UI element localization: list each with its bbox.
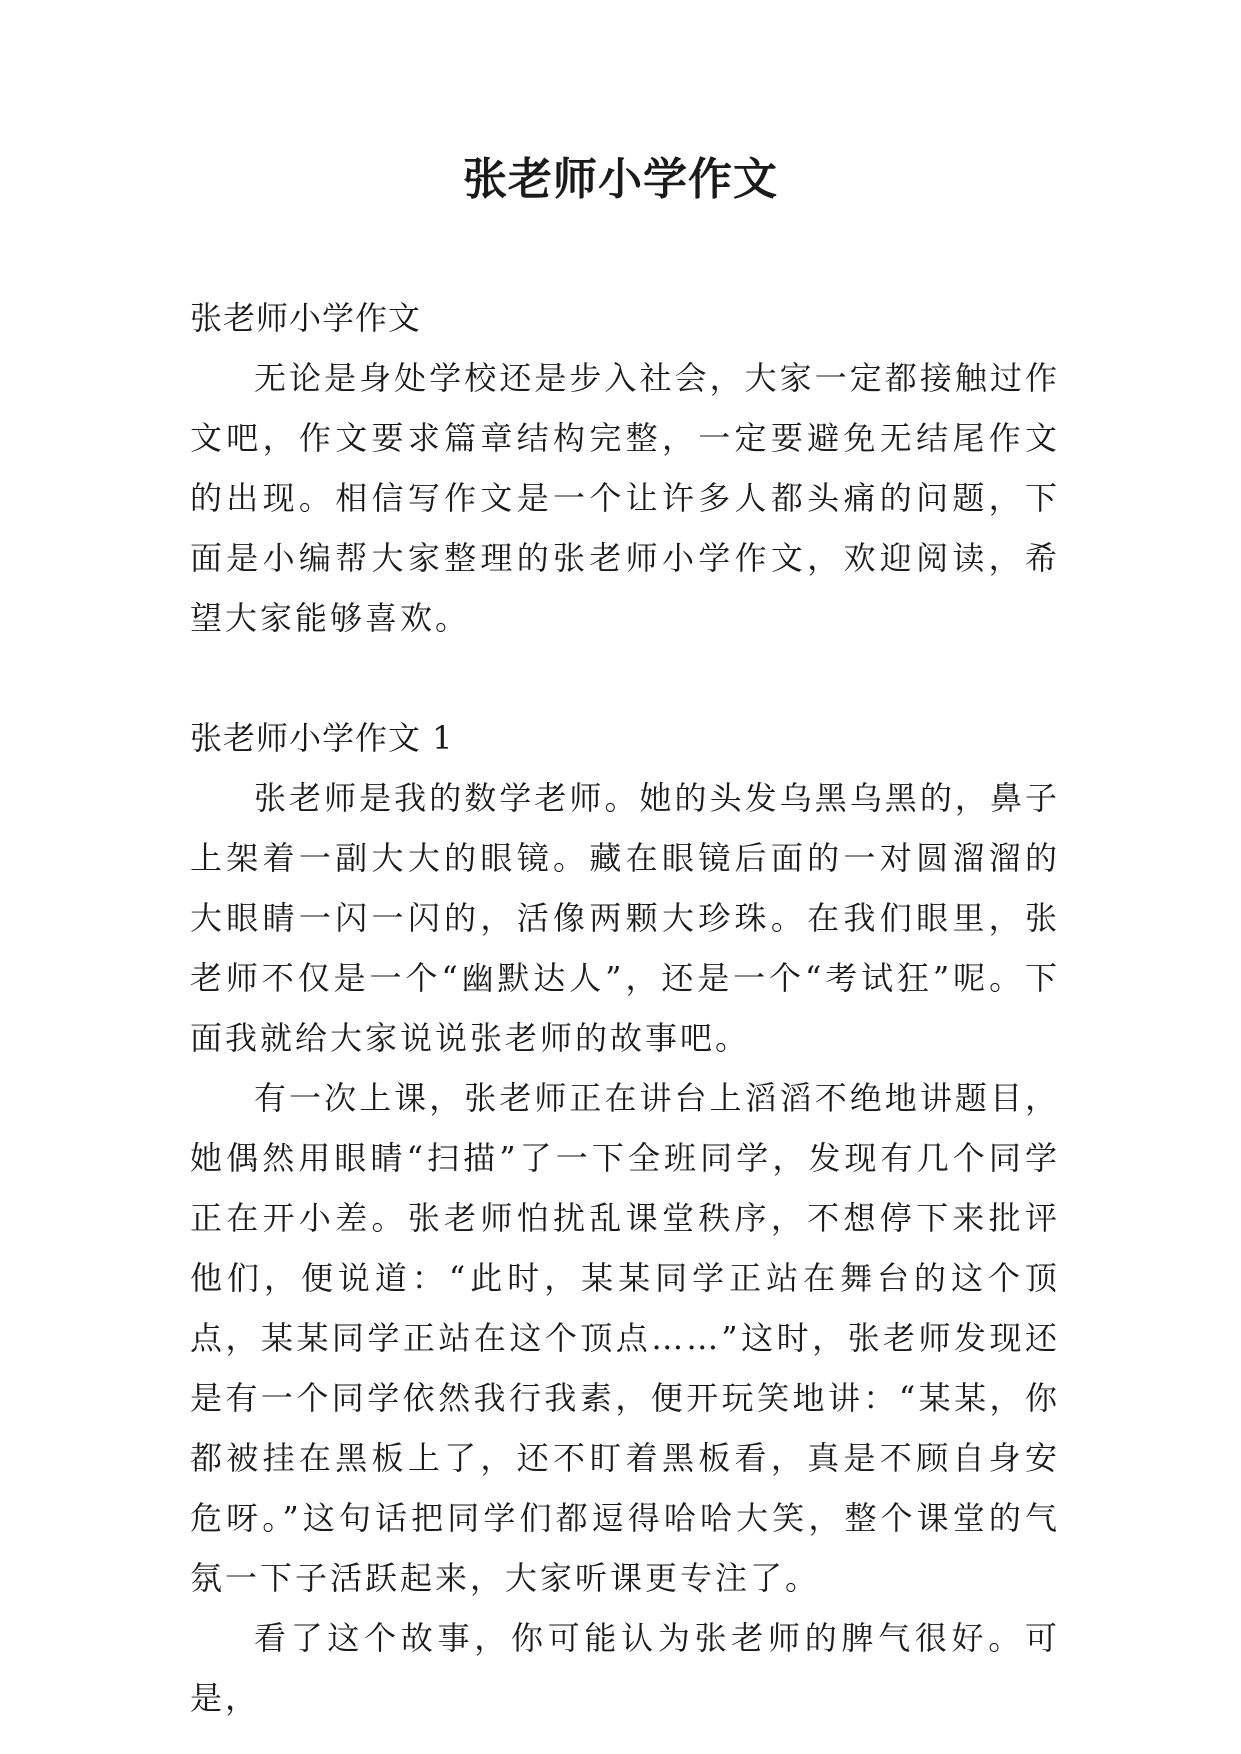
body-paragraph: 看了这个故事，你可能认为张老师的脾气很好。可是， [190, 1619, 1060, 1717]
intro-paragraph: 无论是身处学校还是步入社会，大家一定都接触过作文吧，作文要求篇章结构完整，一定要避免无结尾作文的出现。相信写作文是一个让许多人都头痛的问题，下面是小编帮大家整理的张老师小学作文，欢迎阅读，希望大家能够喜欢。 [190, 359, 1060, 637]
body-paragraph: 张老师是我的数学老师。她的头发乌黑乌黑的，鼻子上架着一副大大的眼镜。藏在眼镜后面的一对圆溜溜的大眼睛一闪一闪的，活像两颗大珍珠。在我们眼里，张老师不仅是一个“幽默达人”，还是一个“考试狂”呢。下面我就给大家说说张老师的故事吧。 [190, 779, 1060, 1057]
document-title: 张老师小学作文 [463, 154, 778, 205]
body-paragraph: 有一次上课，张老师正在讲台上滔滔不绝地讲题目，她偶然用眼睛“扫描”了一下全班同学，发现有几个同学正在开小差。张老师怕扰乱课堂秩序，不想停下来批评他们，便说道：“此时，某某同学正站在舞台的这个顶点，某某同学正站在这个顶点……”这时，张老师发现还是有一个同学依然我行我素，便开玩笑地讲：“某某，你都被挂在黑板上了，还不盯着黑板看，真是不顾自身安危呀。”这句话把同学们都逗得哈哈大笑，整个课堂的气氛一下子活跃起来，大家听课更专注了。 [190, 1079, 1060, 1597]
section-spacer [190, 648, 1060, 708]
document-body [190, 288, 1060, 1728]
section-heading: 张老师小学作文 1 [190, 719, 454, 757]
document-subtitle: 张老师小学作文 [190, 299, 422, 337]
